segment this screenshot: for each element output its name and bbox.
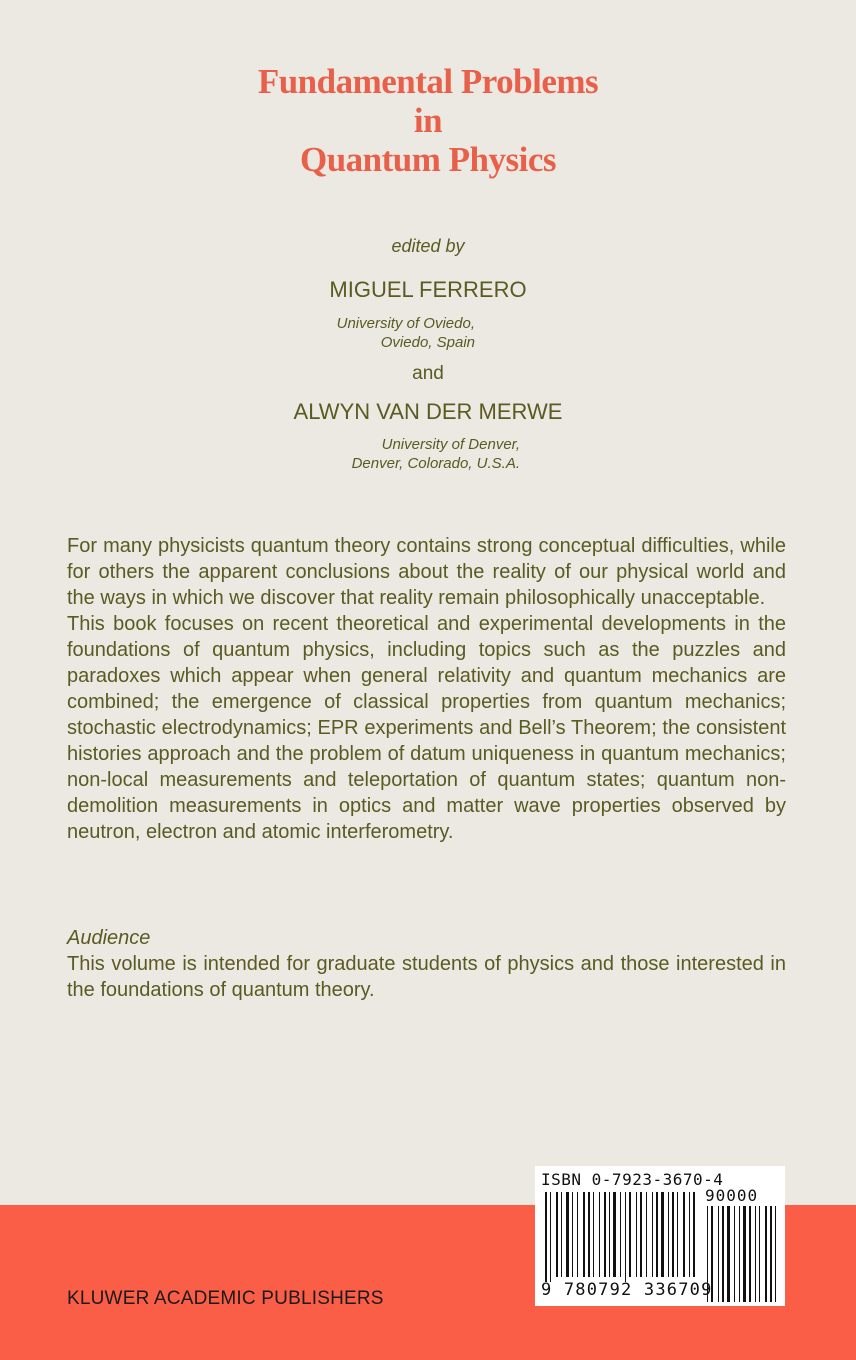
ean-number: 9 780792 336709 bbox=[541, 1280, 713, 1300]
editor-2-affiliation-line-1: University of Denver, bbox=[381, 436, 520, 453]
book-title bbox=[0, 62, 856, 179]
edited-by-label: edited by bbox=[391, 236, 465, 256]
publisher-name: KLUWER ACADEMIC PUBLISHERS bbox=[67, 1288, 384, 1309]
editor-1-affiliation bbox=[300, 314, 475, 352]
title-line-2: in bbox=[413, 101, 443, 140]
description-block bbox=[67, 533, 786, 845]
price-addon: 90000 bbox=[705, 1186, 759, 1205]
audience-heading: Audience bbox=[67, 927, 151, 949]
audience-text: This volume is intended for graduate students of physics and those interested in the foundations of quantum theory. bbox=[67, 953, 786, 1001]
editor-1-affiliation-line-2: Oviedo, Spain bbox=[380, 334, 475, 351]
description-paragraph-2: This book focuses on recent theoretical and experimental developments in the foundations of quantum physics, including topics such as the puzzles and paradoxes which appear when general relativity and quantum mechanics are combined; the emergence of classical properties from quantum mechanics; stochastic electrodynamics; EPR experiments and Bell’s Theorem; the consistent histories approach and the problem of datum uniqueness in quantum mechanics; non-local measurements and teleportation of quantum states; quantum non-demolition measurements in optics and matter wave properties observed by neutron, electron and atomic interferometry. bbox=[67, 613, 786, 843]
audience-block bbox=[67, 925, 786, 1003]
and-separator: and bbox=[412, 363, 444, 384]
editor-1-affiliation-line-1: University of Oviedo, bbox=[336, 315, 475, 332]
barcode bbox=[535, 1166, 785, 1306]
title-line-3: Quantum Physics bbox=[299, 140, 557, 179]
description-paragraph-1: For many physicists quantum theory contains strong conceptual difficulties, while for others the apparent conclusions about the reality of our physical world and the ways in which we discover that reality remain philosophically unacceptable. bbox=[67, 535, 786, 609]
editor-2-name: ALWYN VAN DER MERWE bbox=[293, 399, 563, 424]
editor-1-name: MIGUEL FERRERO bbox=[329, 277, 527, 302]
editor-2-affiliation-line-2: Denver, Colorado, U.S.A. bbox=[351, 455, 520, 472]
isbn-number: ISBN 0-7923-3670-4 bbox=[541, 1170, 724, 1189]
title-line-1: Fundamental Problems bbox=[257, 62, 599, 101]
editor-2-affiliation bbox=[300, 435, 520, 473]
